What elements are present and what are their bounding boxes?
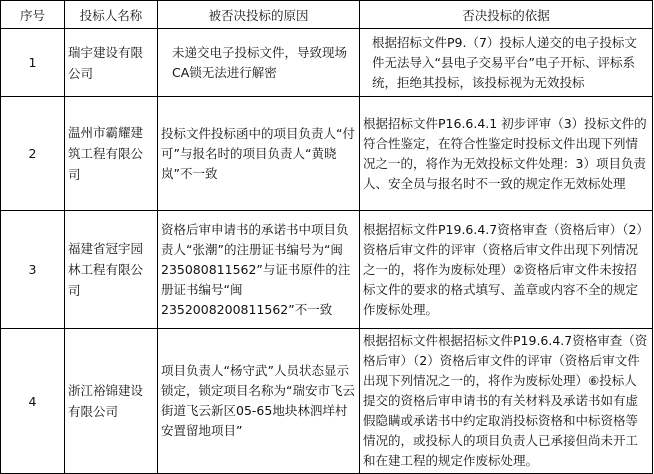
table-row	[1, 29, 653, 97]
header-no: 序号	[1, 1, 65, 29]
bidder-name: 浙江裕锦建设有限公司	[65, 329, 158, 474]
bidder-name: 福建省冠宇园林工程有限公司	[65, 211, 158, 329]
header-basis: 否决投标的依据	[360, 1, 653, 29]
row-number: 4	[1, 329, 65, 474]
rejection-reason: 未递交电子投标文件，导致现场CA锁无法进行解密	[158, 29, 360, 97]
header-row	[1, 1, 653, 29]
rejection-basis: 根据招标文件根据招标文件P19.6.4.7资格审查（资格后审）（2）资格后审文件的评审（资格后审文件出现下列情况之一的，将作为废标处理）⑥投标人提交的资格后审申请书的有关材料及承诺书如有虚假隐瞒或承诺书中约定取消投标资格和中标资格等情况的，或投标人的项目负责人已承接但尚未开工和在建工程的规定作废标处理。	[360, 329, 653, 474]
rejection-reason: 资格后审申请书的承诺书中项目负责人“张潮”的注册证书编号为“闽 235080811562”与证书原件的注册证书编号“闽 2352008200811562”不一致	[158, 211, 360, 329]
table-row	[1, 211, 653, 329]
row-number: 3	[1, 211, 65, 329]
row-number: 2	[1, 97, 65, 211]
table-row	[1, 329, 653, 474]
rejection-basis: 根据招标文件P9.（7）投标人递交的电子投标文件无法导入“县电子交易平台”电子开标、评标系统，拒绝其投标，该投标视为无效投标	[360, 29, 653, 97]
table-row	[1, 97, 653, 211]
header-name: 投标人名称	[65, 1, 158, 29]
bidder-name: 温州市霸耀建筑工程有限公司	[65, 97, 158, 211]
rejection-basis: 根据招标文件P16.6.4.1 初步评审（3）投标文件的符合性鉴定，在符合性鉴定时投标文件出现下列情况之一的，将作为无效投标文件处理：3）项目负责人、安全员与报名时不一致的规定作无效标处理	[360, 97, 653, 211]
rejection-reason: 项目负责人“杨守武”人员状态显示锁定，锁定项目名称为“瑞安市飞云街道飞云新区05-65地块林泗垟村安置留地项目”	[158, 329, 360, 474]
header-reason: 被否决投标的原因	[158, 1, 360, 29]
rejection-basis: 根据招标文件P19.6.4.7资格审查（资格后审）（2）资格后审文件的评审（资格后审文件出现下列情况之一的，将作为废标处理）②资格后审文件未按招标文件的要求的格式填写、盖章或内容不全的规定作废标处理。	[360, 211, 653, 329]
rejection-reason: 投标文件投标函中的项目负责人“付可”与报名时的项目负责人“黄晓岚”不一致	[158, 97, 360, 211]
bidder-name: 瑞宇建设有限公司	[65, 29, 158, 97]
row-number: 1	[1, 29, 65, 97]
